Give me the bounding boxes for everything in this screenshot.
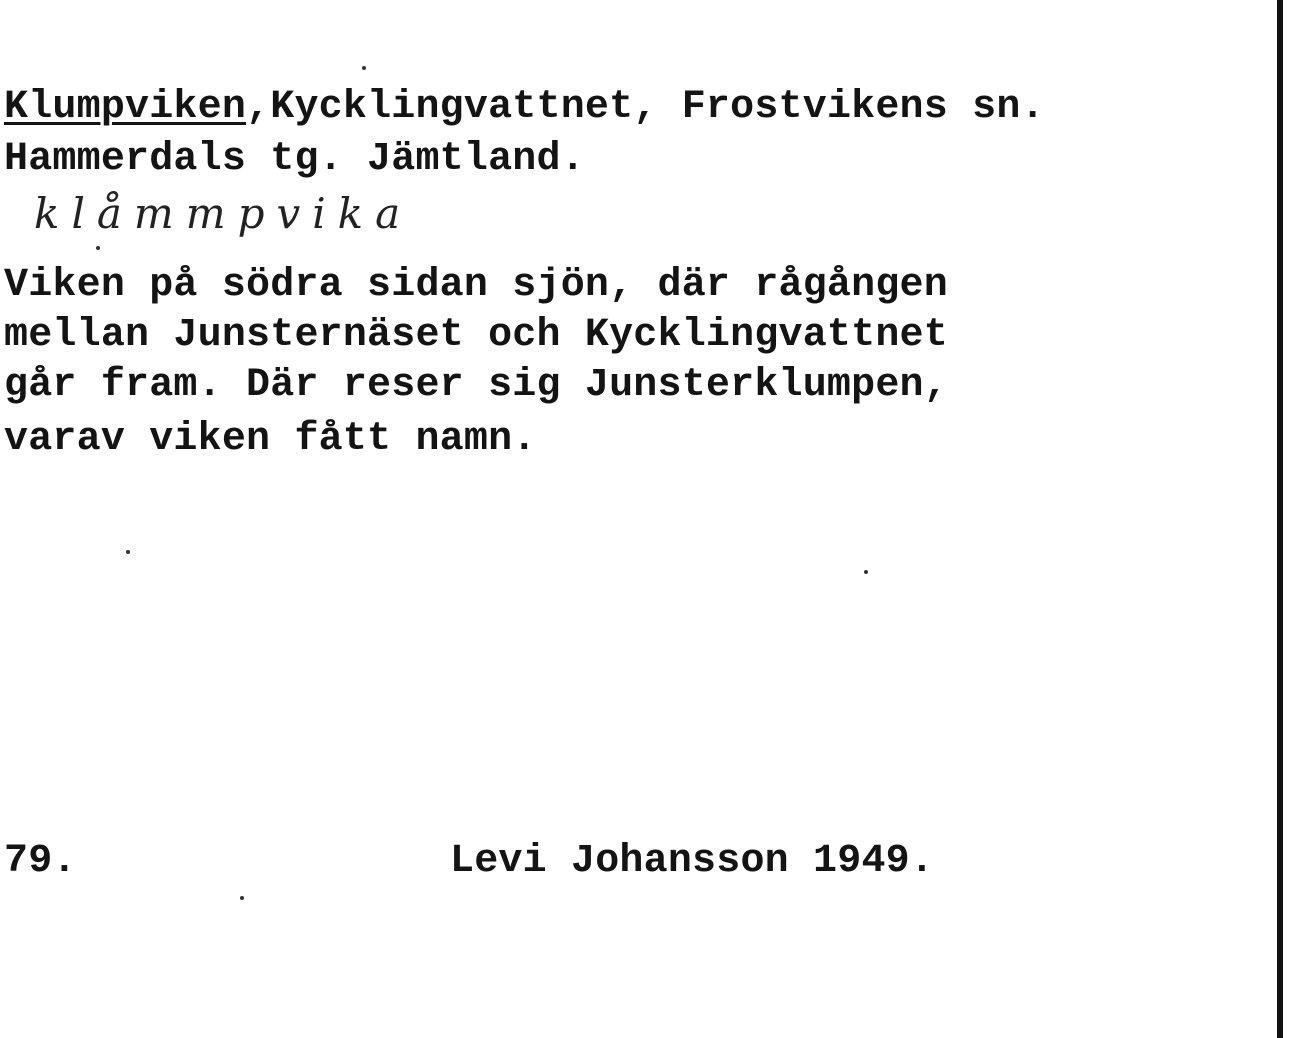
ink-speck [240, 896, 244, 900]
description-line: mellan Junsternäset och Kycklingvattnet [4, 313, 948, 358]
heading-line [4, 85, 1045, 130]
description-line: går fram. Där reser sig Junsterklumpen, [4, 363, 948, 408]
phonetic-transcription: klåmmpvika [34, 189, 413, 238]
description-line: varav viken fått namn. [4, 417, 537, 462]
parish-line: Hammerdals tg. Jämtland. [4, 137, 585, 182]
ink-speck [96, 246, 100, 250]
ink-speck [126, 550, 130, 554]
card-number: 79. [4, 839, 77, 884]
card-edge-line [1277, 0, 1283, 1038]
recorder-signature: Levi Johansson 1949. [450, 839, 935, 884]
place-name: Klumpviken [4, 85, 247, 130]
description-line: Viken på södra sidan sjön, där rågången [4, 263, 948, 308]
ink-speck [362, 66, 366, 70]
ink-speck [864, 570, 868, 574]
location-text: ,Kycklingvattnet, Frostvikens sn. [246, 85, 1045, 130]
